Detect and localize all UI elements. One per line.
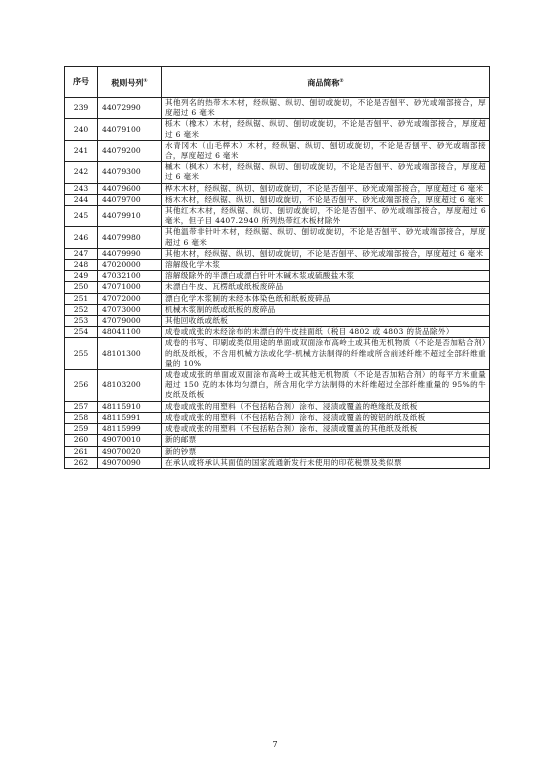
row-name: 成卷的书写、印刷或类似用途的单面或双面涂布高岭土或其他无机物质（不论是否加粘合剂）的纸及纸板，不含用机械方法或化学-机械方法制得的纤维或所含前述纤维不超过全部纤维重量的 10% [162,338,490,370]
row-seq: 262 [65,457,98,468]
table-row [65,338,490,370]
table-row [65,370,490,402]
table-row [65,327,490,338]
row-name: 其他红木木材，经纵锯、纵切、刨切或旋切，不论是否刨平、砂光或端部接合，厚度超过 6 毫米，但子目 4407.2940 所列热带红木板材除外 [162,206,490,227]
row-code: 47071000 [98,282,162,293]
row-name: 新的钞票 [162,446,490,457]
tariff-table-page [64,66,490,469]
row-seq: 240 [65,119,98,140]
table-row [65,271,490,282]
row-code: 48115910 [98,401,162,412]
row-name: 溶解级化学木浆 [162,260,490,271]
table-row [65,162,490,183]
row-name: 槭木（枫木）木材，经纵锯、纵切、刨切或旋切，不论是否刨平、砂光或端部接合，厚度超过 6 毫米 [162,162,490,183]
page-number: 7 [272,740,278,749]
row-seq: 253 [65,316,98,327]
row-code: 47072000 [98,293,162,304]
header-name: 商品简称② [162,67,490,98]
table-row [65,227,490,248]
row-code: 49070090 [98,457,162,468]
row-code: 49070020 [98,446,162,457]
table-row [65,304,490,315]
table-row [65,98,490,119]
row-seq: 244 [65,194,98,205]
row-code: 48103200 [98,370,162,402]
row-seq: 247 [65,248,98,259]
row-seq: 255 [65,338,98,370]
row-code: 49070010 [98,435,162,446]
row-code: 48101300 [98,338,162,370]
table-row [65,260,490,271]
table-row [65,457,490,468]
row-code: 48041100 [98,327,162,338]
table-row [65,119,490,140]
row-seq: 239 [65,98,98,119]
row-seq: 258 [65,412,98,423]
row-seq: 246 [65,227,98,248]
row-name: 漂白化学木浆制的未经本体染色纸和纸板废碎品 [162,293,490,304]
row-name: 栎木（橡木）木材，经纵锯、纵切、刨切或旋切，不论是否刨平、砂光或端部接合，厚度超过 6 毫米 [162,119,490,140]
row-name: 溶解级除外的半漂白或漂白针叶木碱木浆或硫酸盐木浆 [162,271,490,282]
row-code: 47032100 [98,271,162,282]
row-seq: 259 [65,424,98,435]
row-seq: 245 [65,206,98,227]
table-row [65,293,490,304]
table-row [65,140,490,161]
row-code: 44079300 [98,162,162,183]
table-row [65,435,490,446]
row-code: 47020000 [98,260,162,271]
row-name: 其他列名的热带木木材，经纵锯、纵切、刨切或旋切，不论是否刨平、砂光或端部接合，厚度超过 6 毫米 [162,98,490,119]
table-row [65,194,490,205]
row-code: 44079200 [98,140,162,161]
row-name: 成卷或成张的用塑料（不包括粘合剂）涂布、浸渍或覆盖的绝缘纸及纸板 [162,401,490,412]
row-seq: 249 [65,271,98,282]
row-name: 其他木材，经纵锯、纵切、刨切或旋切，不论是否刨平、砂光或端部接合，厚度超过 6 毫米 [162,248,490,259]
row-code: 44079100 [98,119,162,140]
row-seq: 252 [65,304,98,315]
table-row [65,316,490,327]
header-code: 税则号列① [98,67,162,98]
row-name: 其他温带非针叶木材，经纵锯、纵切、刨切或旋切，不论是否刨平、砂光或端部接合，厚度超过 6 毫米 [162,227,490,248]
row-code: 44072990 [98,98,162,119]
row-code: 48115999 [98,424,162,435]
row-seq: 256 [65,370,98,402]
row-seq: 248 [65,260,98,271]
row-seq: 251 [65,293,98,304]
row-code: 47073000 [98,304,162,315]
table-row [65,401,490,412]
row-name: 机械木浆制的纸或纸板的废碎品 [162,304,490,315]
table-row [65,248,490,259]
table-row [65,183,490,194]
row-name: 桦木木材，经纵锯、纵切、刨切或旋切，不论是否刨平、砂光或端部接合，厚度超过 6 毫米 [162,183,490,194]
row-code: 44079990 [98,248,162,259]
row-name: 其他回收纸或纸板 [162,316,490,327]
row-name: 成卷或成张的用塑料（不包括粘合剂）涂布、浸渍或覆盖的其他纸及纸板 [162,424,490,435]
row-seq: 243 [65,183,98,194]
row-seq: 261 [65,446,98,457]
table-row [65,412,490,423]
table-row [65,446,490,457]
row-name: 在承认或将承认其面值的国家流通新发行未使用的印花税票及类似票 [162,457,490,468]
table-row [65,424,490,435]
row-name: 水青冈木（山毛榉木）木材，经纵锯、纵切、刨切或旋切，不论是否刨平、砂光或端部接合，厚度超过 6 毫米 [162,140,490,161]
row-seq: 241 [65,140,98,161]
table-header-row [65,67,490,98]
row-seq: 242 [65,162,98,183]
row-code: 44079700 [98,194,162,205]
row-name: 未漂白牛皮、瓦楞纸或纸板废碎品 [162,282,490,293]
row-code: 44079910 [98,206,162,227]
row-name: 成卷或成张的单面或双面涂布高岭土或其他无机物质（不论是否加粘合剂）的每平方米重量超过 150 克的本体均匀漂白，所含用化学方法制得的木纤维超过全部纤维重量的 95%的牛皮纸及纸板 [162,370,490,402]
row-seq: 257 [65,401,98,412]
row-code: 47079000 [98,316,162,327]
table-row [65,282,490,293]
row-code: 44079600 [98,183,162,194]
row-name: 新的邮票 [162,435,490,446]
tariff-table [64,66,490,469]
row-name: 杨木木材，经纵锯、纵切、刨切或旋切，不论是否刨平、砂光或端部接合，厚度超过 6 毫米 [162,194,490,205]
header-seq: 序号 [65,67,98,98]
row-code: 44079980 [98,227,162,248]
row-seq: 250 [65,282,98,293]
row-name: 成卷或成张的用塑料（不包括粘合剂）涂布、浸渍或覆盖的镀铝的纸及纸板 [162,412,490,423]
row-seq: 260 [65,435,98,446]
row-seq: 254 [65,327,98,338]
row-code: 48115991 [98,412,162,423]
row-name: 成卷或成张的未经涂布的未漂白的牛皮挂面纸（税目 4802 或 4803 的货品除外） [162,327,490,338]
table-row [65,206,490,227]
